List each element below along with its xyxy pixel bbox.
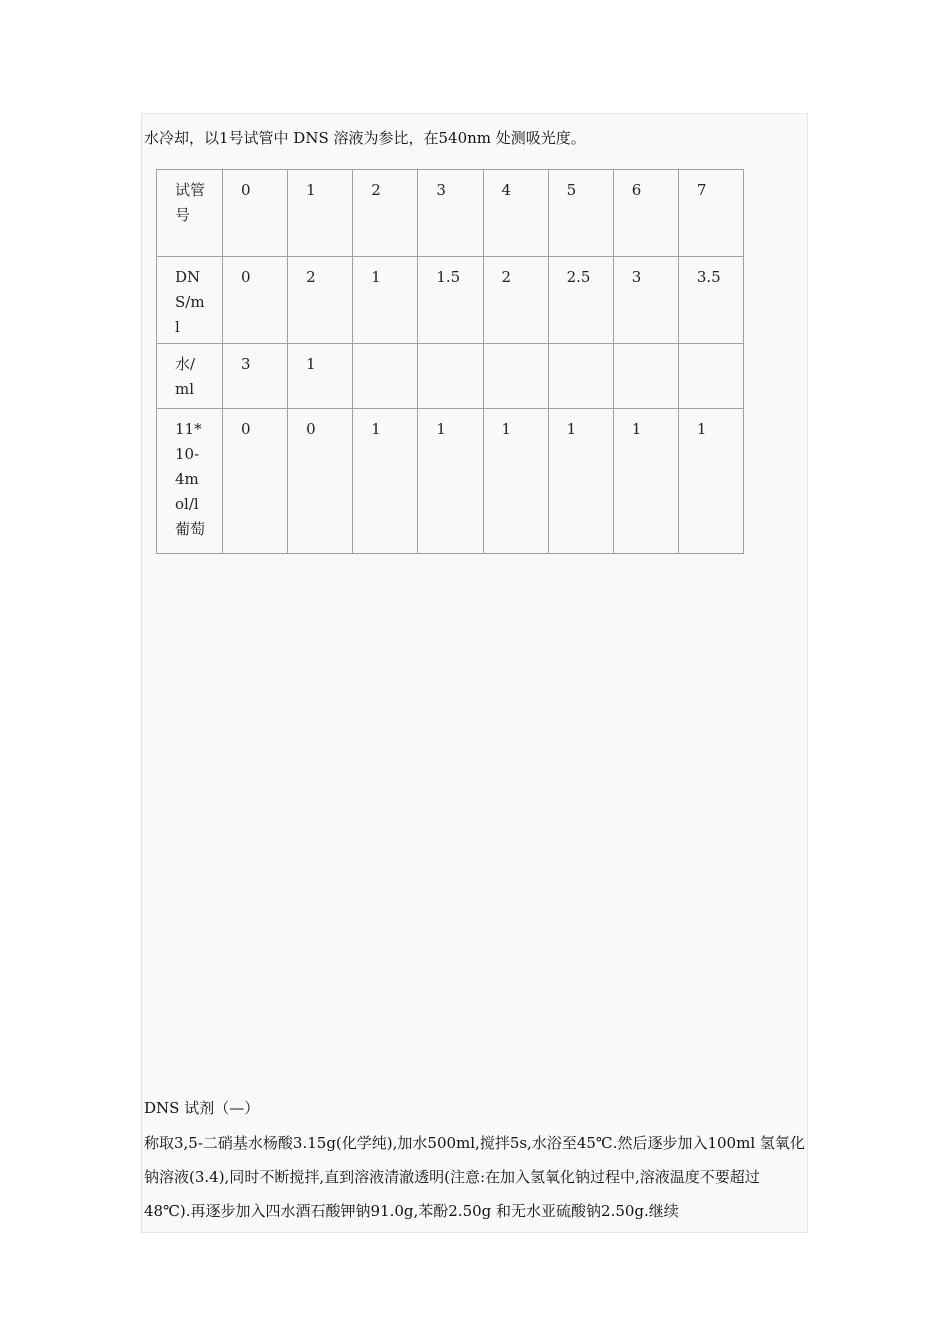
table-cell: 0 bbox=[288, 409, 353, 554]
table-cell bbox=[483, 344, 548, 409]
row-header-label: DNS/ml bbox=[175, 268, 205, 336]
table-cell: 7 bbox=[678, 170, 743, 257]
table-row bbox=[157, 409, 744, 554]
table-cell: 3 bbox=[418, 170, 483, 257]
table-cell bbox=[678, 344, 743, 409]
table-cell: 6 bbox=[613, 170, 678, 257]
reagent-section bbox=[144, 1098, 806, 1228]
document-panel bbox=[141, 113, 808, 1233]
table-cell: 1 bbox=[288, 344, 353, 409]
table-cell: 5 bbox=[548, 170, 613, 257]
table-cell: 4 bbox=[483, 170, 548, 257]
table-cell: 1 bbox=[353, 409, 418, 554]
row-header-label: 11*10-4mol/l葡萄 bbox=[175, 420, 206, 538]
table-cell: 0 bbox=[223, 409, 288, 554]
table-row bbox=[157, 257, 744, 344]
table-cell: 2.5 bbox=[548, 257, 613, 344]
row-header bbox=[157, 170, 223, 257]
table-cell bbox=[548, 344, 613, 409]
table-cell: 1 bbox=[288, 170, 353, 257]
row-header bbox=[157, 344, 223, 409]
row-header-label: 试管号 bbox=[175, 181, 206, 224]
table-cell: 1 bbox=[678, 409, 743, 554]
table-cell: 1 bbox=[418, 409, 483, 554]
table-cell: 1 bbox=[483, 409, 548, 554]
reagent-body: 称取3,5-二硝基水杨酸3.15g(化学纯),加水500ml,搅拌5s,水浴至45℃.然后逐步加入100ml 氢氧化钠溶液(3.4),同时不断搅拌,直到溶液清澈透明(注意:在加入氢氧化钠过程中,溶液温度不要超过48℃).再逐步加入四水酒石酸钾钠91.0g,苯酚2.50g 和无水亚硫酸钠2.50g.继续 bbox=[144, 1134, 805, 1220]
table-cell: 1.5 bbox=[418, 257, 483, 344]
table-cell: 2 bbox=[288, 257, 353, 344]
table-cell bbox=[353, 344, 418, 409]
table-cell bbox=[613, 344, 678, 409]
reagent-title: DNS 试剂（—） bbox=[144, 1099, 260, 1117]
row-header bbox=[157, 409, 223, 554]
table-cell: 1 bbox=[548, 409, 613, 554]
table-cell bbox=[418, 344, 483, 409]
table-cell: 2 bbox=[483, 257, 548, 344]
table-cell: 1 bbox=[613, 409, 678, 554]
table-cell: 0 bbox=[223, 170, 288, 257]
table-cell: 3.5 bbox=[678, 257, 743, 344]
data-table bbox=[156, 169, 744, 554]
table-row bbox=[157, 344, 744, 409]
row-header-label: 水/ml bbox=[175, 355, 196, 398]
table-row bbox=[157, 170, 744, 257]
table-cell: 1 bbox=[353, 257, 418, 344]
table-cell: 0 bbox=[223, 257, 288, 344]
row-header bbox=[157, 257, 223, 344]
intro-text: 水冷却，以1号试管中 DNS 溶液为参比，在540nm 处测吸光度。 bbox=[144, 129, 586, 147]
table-cell: 2 bbox=[353, 170, 418, 257]
table-cell: 3 bbox=[613, 257, 678, 344]
table-cell: 3 bbox=[223, 344, 288, 409]
